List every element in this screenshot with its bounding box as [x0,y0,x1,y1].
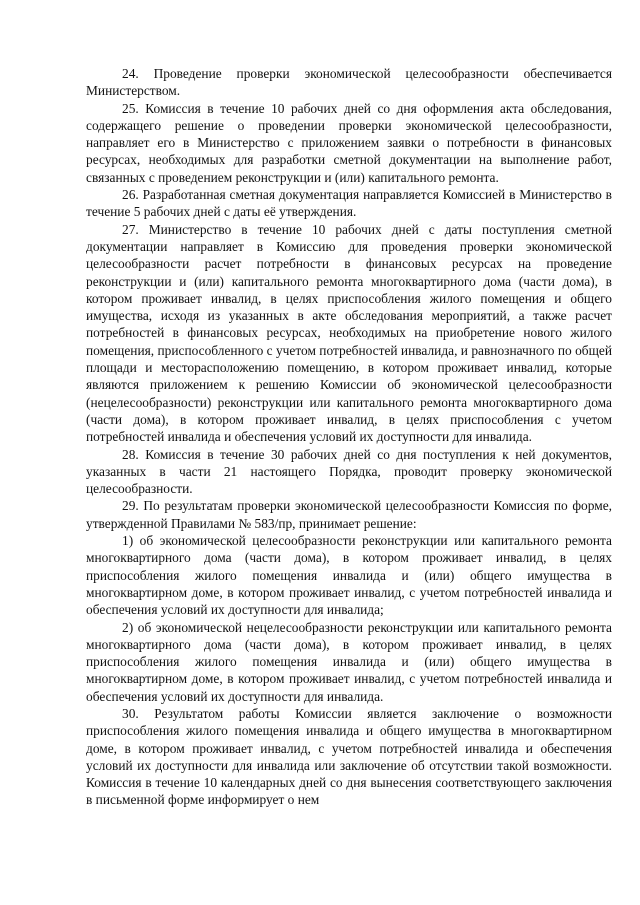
paragraph-24: 24. Проведение проверки экономической целесообразности обеспечивается Министерством. [86,66,612,99]
paragraph-29: 29. По результатам проверки экономической целесообразности Комиссия по форме, утвержденной Правилами № 583/пр, принимает решение: [86,498,612,531]
paragraph-28: 28. Комиссия в течение 30 рабочих дней со дня поступления к ней документов, указанных в части 21 настоящего Порядка, проводит проверку экономической целесообразности. [86,446,612,497]
paragraph-30: 30. Результатом работы Комиссии является заключение о возможности приспособления жилого помещения инвалида и общего имущества в многоквартирном доме, в котором проживает инвалид, с учетом потребностей инвалида и обеспечения условий их доступности для инвалида или заключение об отсутствии такой возможности. Комиссия в течение 10 календарных дней со дня вынесения соответствующего заключения в письменной форме информирует о нем [86,705,612,808]
document-page [86,65,612,809]
paragraph-27: 27. Министерство в течение 10 рабочих дней с даты поступления сметной документации направляет в Комиссию для проведения проверки экономической целесообразности расчет потребности в финансовых ресурсах на проведение реконструкции и (или) капитального ремонта многоквартирного дома (части дома), в котором проживает инвалид, в целях приспособления жилого помещения и общего имущества, исходя из указанных в акте обследования мероприятий, а также расчет потребностей в финансовых ресурсах, необходимых на приобретение нового жилого помещения, приспособленного с учетом потребностей инвалида, и равнозначного по общей площади и месторасположению помещению, в котором проживает инвалид, которые являются приложением к решению Комиссии об экономической целесообразности (нецелесообразности) реконструкции или капитального ремонта многоквартирного дома (части дома), в котором проживает инвалид, в целях приспособления с учетом потребностей инвалида и обеспечения условий их доступности для инвалида. [86,221,612,445]
paragraph-29-item-1: 1) об экономической целесообразности реконструкции или капитального ремонта многоквартирного дома (части дома), в котором проживает инвалид, в целях приспособления жилого помещения инвалида и (или) общего имущества в многоквартирном доме, в котором проживает инвалид, с учетом потребностей инвалида и обеспечения условий их доступности для инвалида; [86,533,612,618]
paragraph-25: 25. Комиссия в течение 10 рабочих дней со дня оформления акта обследования, содержащего решение о проведении проверки экономической целесообразности, направляет его в Министерство с приложением заявки о потребности в финансовых ресурсах, необходимых для разработки сметной документации на выполнение работ, связанных с проведением реконструкции и (или) капитального ремонта. [86,100,612,185]
paragraph-29-item-2: 2) об экономической нецелесообразности реконструкции или капитального ремонта многоквартирного дома (части дома), в котором проживает инвалид, в целях приспособления жилого помещения инвалида и (или) общего имущества в многоквартирном доме, в котором проживает инвалид, с учетом потребностей инвалида и обеспечения условий их доступности для инвалида. [86,619,612,704]
paragraph-26: 26. Разработанная сметная документация направляется Комиссией в Министерство в течение 5 рабочих дней с даты её утверждения. [86,187,612,220]
